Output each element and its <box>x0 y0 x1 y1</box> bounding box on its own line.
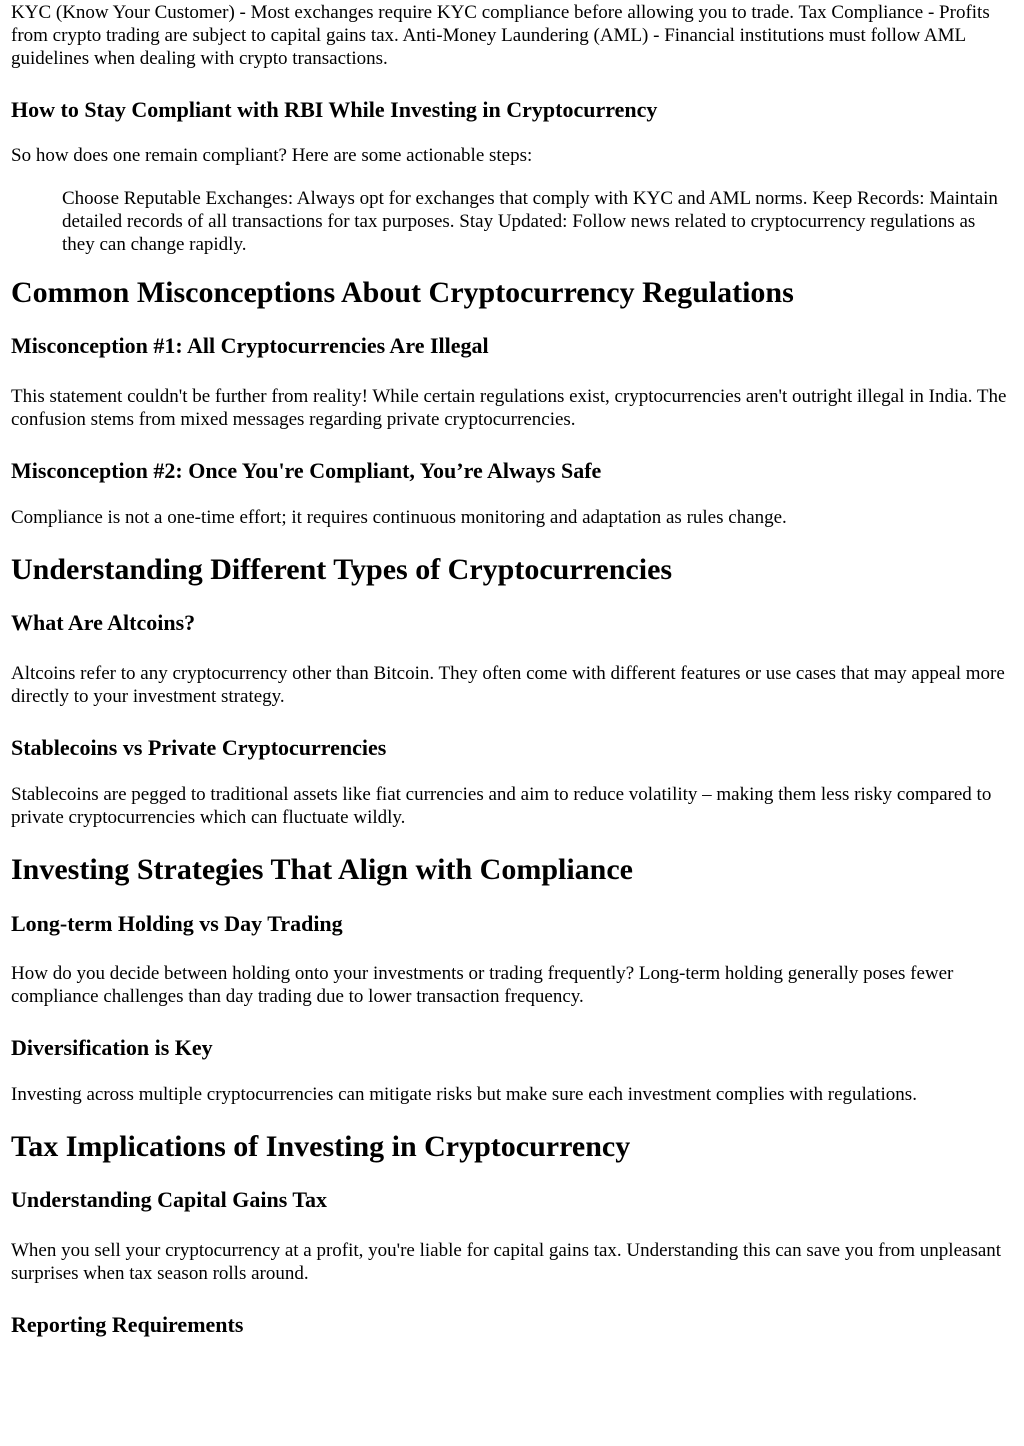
diversification-paragraph: Investing across multiple cryptocurrencies can mitigate risks but make sure each investment complies with regulations. <box>11 1084 917 1105</box>
altcoins-heading: What Are Altcoins? <box>11 610 196 635</box>
article-body <box>11 0 1011 1338</box>
holding-paragraph: How do you decide between holding onto your investments or trading frequently? Long-term holding generally poses fewer compliance challenges than day trading due to lower transaction frequency. <box>11 963 954 1007</box>
holding-heading: Long-term Holding vs Day Trading <box>11 911 343 936</box>
compliance-steps-quote: Choose Reputable Exchanges: Always opt for exchanges that comply with KYC and AML norms. Keep Records: Maintain detailed records of all transactions for tax purposes. Stay Updated: Follow news related to cryptocurrency regulations as they can change rapidly. <box>62 188 998 255</box>
stablecoins-heading: Stablecoins vs Private Cryptocurrencies <box>11 735 387 760</box>
misconceptions-heading: Common Misconceptions About Cryptocurrency Regulations <box>11 276 794 309</box>
misconception-2-paragraph: Compliance is not a one-time effort; it requires continuous monitoring and adaptation as rules change. <box>11 507 787 528</box>
misconception-2-heading: Misconception #2: Once You're Compliant, You’re Always Safe <box>11 458 602 483</box>
stablecoins-paragraph: Stablecoins are pegged to traditional assets like fiat currencies and aim to reduce volatility – making them less risky compared to private cryptocurrencies which can fluctuate wildly. <box>11 784 992 828</box>
rbi-compliance-heading: How to Stay Compliant with RBI While Investing in Cryptocurrency <box>11 97 658 122</box>
intro-paragraph: KYC (Know Your Customer) - Most exchanges require KYC compliance before allowing you to trade. Tax Compliance - Profits from crypto trading are subject to capital gains tax. Anti-Money Laundering (AML) - Financial institutions must follow AML guidelines when dealing with crypto transactions. <box>11 2 990 69</box>
capital-gains-paragraph: When you sell your cryptocurrency at a profit, you're liable for capital gains tax. Understanding this can save you from unpleasant surprises when tax season rolls around. <box>11 1240 1002 1284</box>
capital-gains-heading: Understanding Capital Gains Tax <box>11 1187 328 1212</box>
altcoins-paragraph: Altcoins refer to any cryptocurrency other than Bitcoin. They often come with different features or use cases that may appeal more directly to your investment strategy. <box>11 663 1005 707</box>
reporting-heading: Reporting Requirements <box>11 1312 244 1337</box>
rbi-lead-paragraph: So how does one remain compliant? Here are some actionable steps: <box>11 145 533 166</box>
types-heading: Understanding Different Types of Cryptocurrencies <box>11 553 673 586</box>
strategies-heading: Investing Strategies That Align with Compliance <box>11 853 633 886</box>
misconception-1-heading: Misconception #1: All Cryptocurrencies Are Illegal <box>11 333 489 358</box>
tax-heading: Tax Implications of Investing in Cryptocurrency <box>11 1130 631 1163</box>
misconception-1-paragraph: This statement couldn't be further from reality! While certain regulations exist, cryptocurrencies aren't outright illegal in India. The confusion stems from mixed messages regarding private cryptocurrencies. <box>11 386 1007 430</box>
diversification-heading: Diversification is Key <box>11 1035 213 1060</box>
